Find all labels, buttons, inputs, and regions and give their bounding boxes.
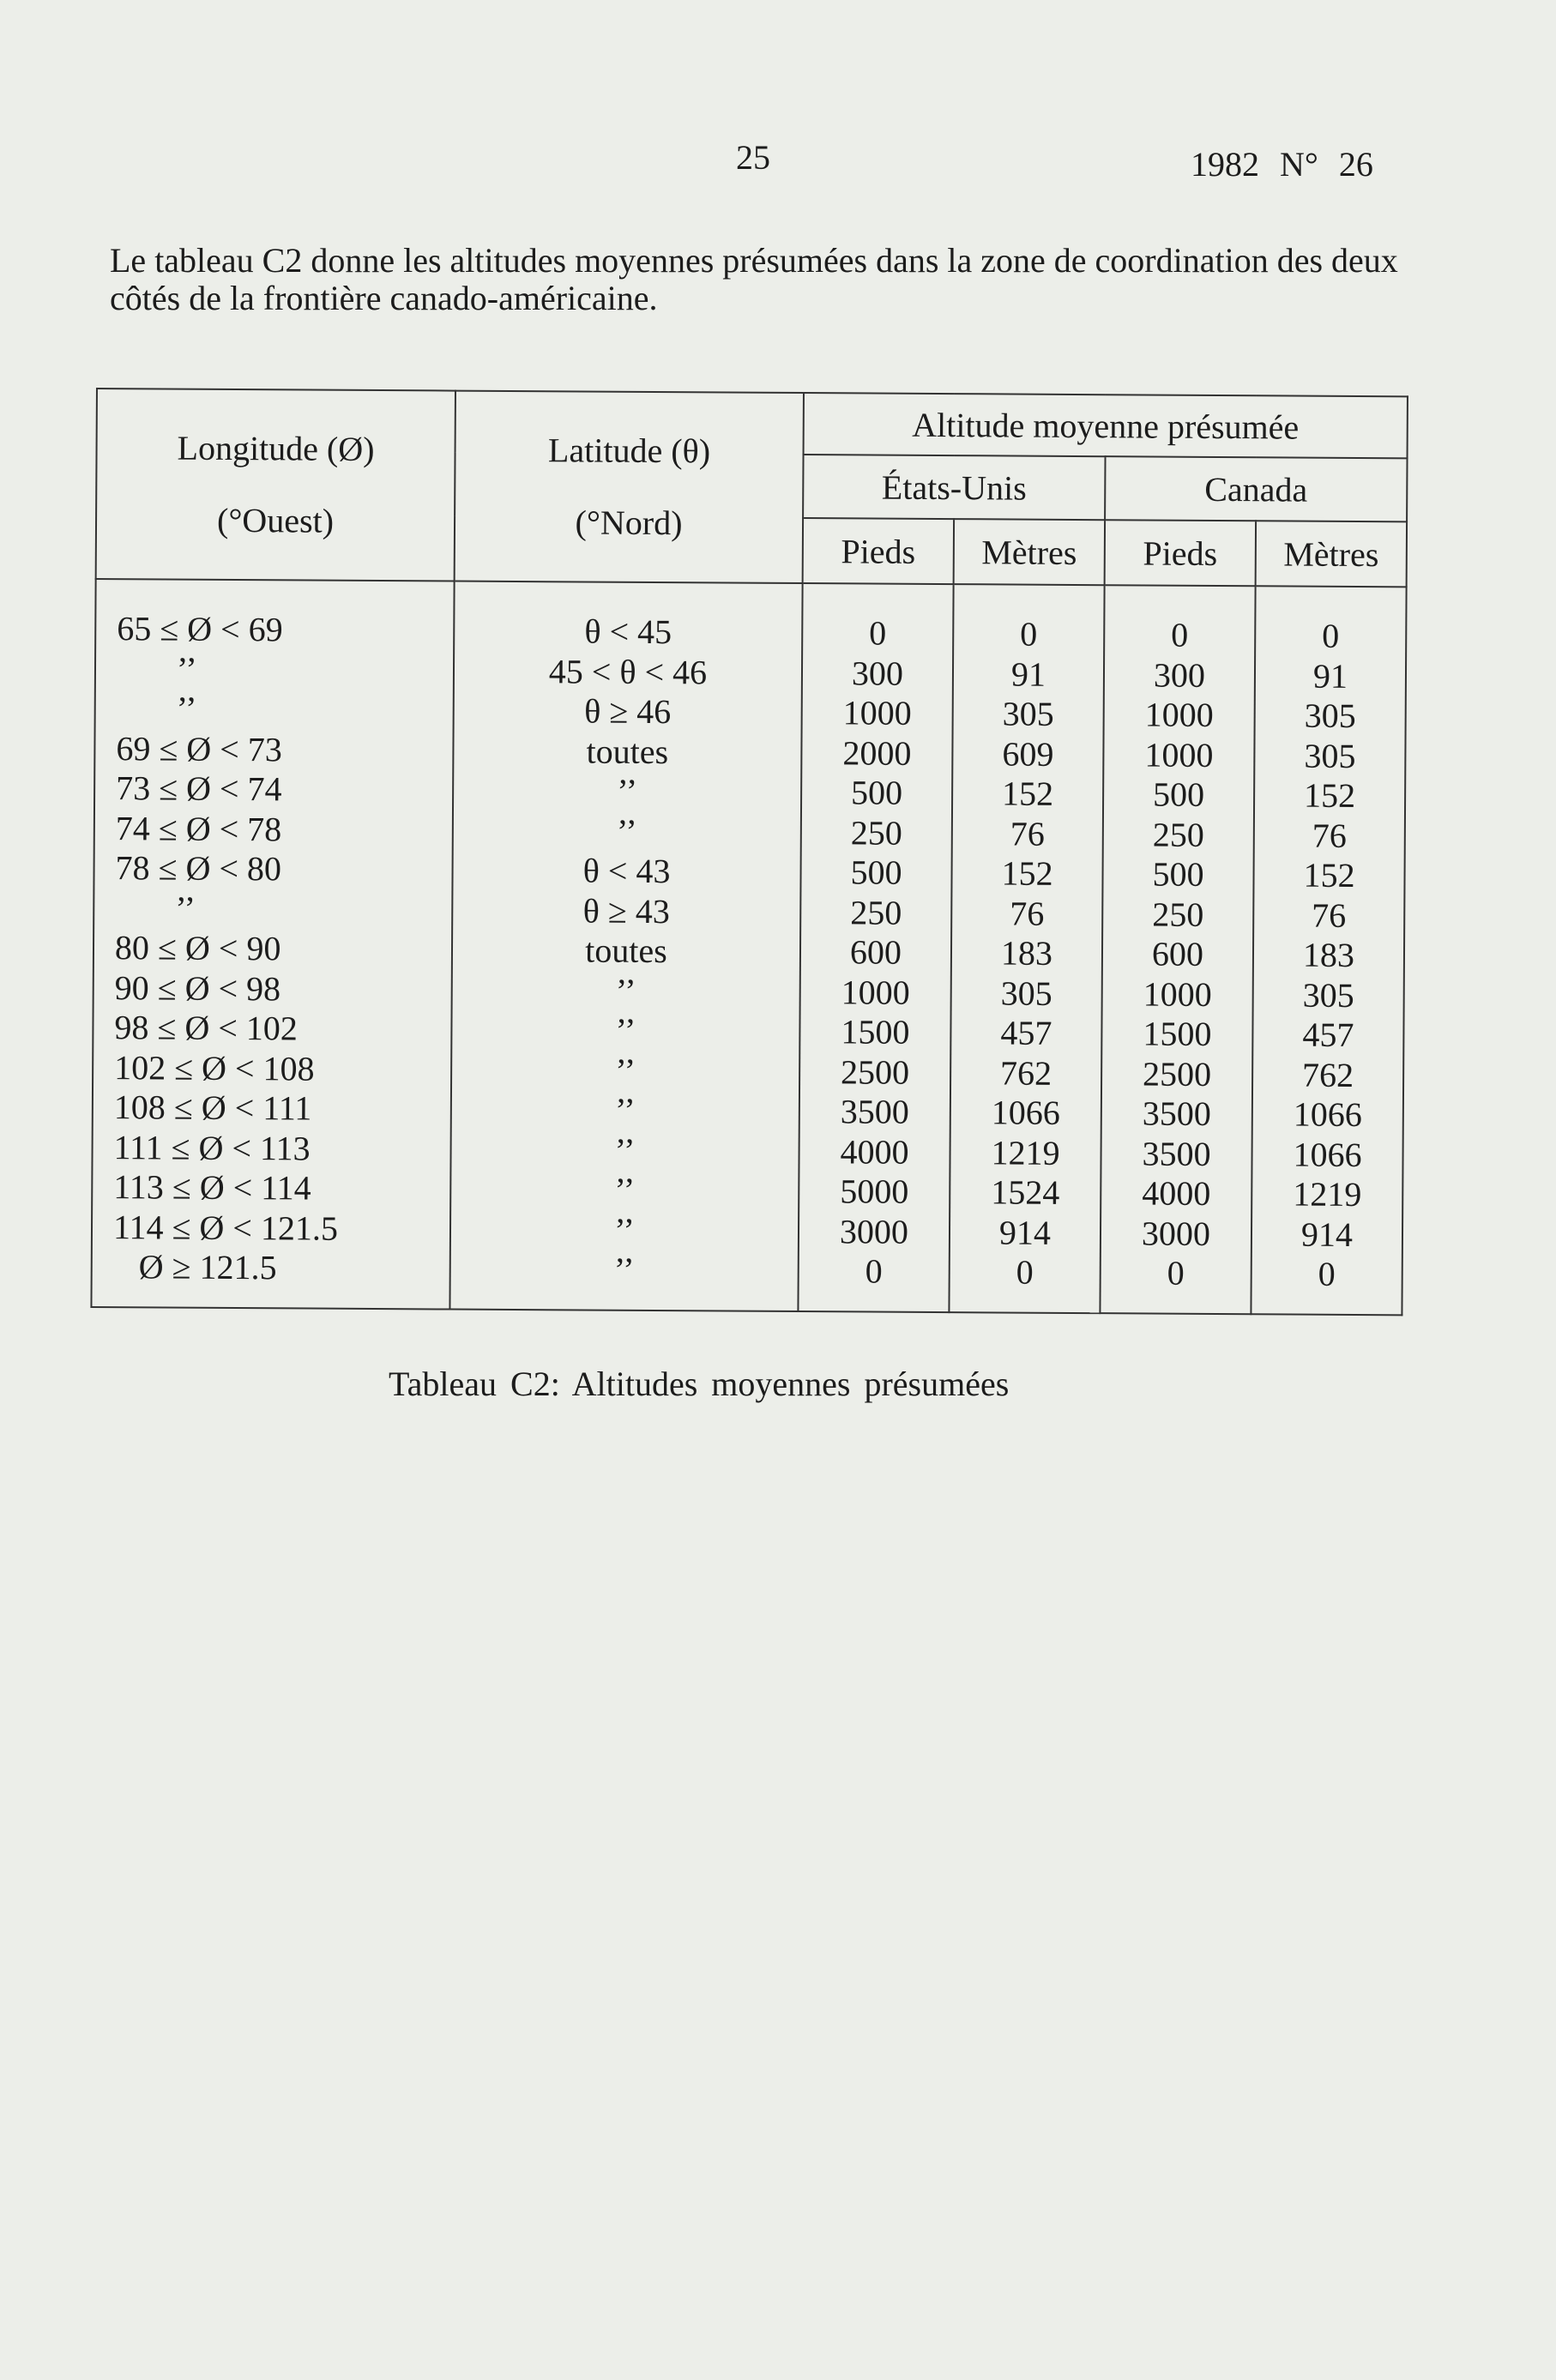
intro-paragraph: Le tableau C2 donne les altitudes moyennes présumées dans la zone de coordination des deux côtés de la frontière canado-américaine. <box>110 241 1398 317</box>
longitude-column: 65 ≤ Ø < 69 ’’ ’’ 69 ≤ Ø < 73 73 ≤ Ø < 74 74 ≤ Ø < 78 78 ≤ Ø < 80 ’’ 80 ≤ Ø < 90 90 ≤ Ø < 98 98 ≤ Ø < 102 102 ≤ Ø < 108 108 ≤ Ø < 111 111 ≤ Ø < 113 113 ≤ Ø < 114 114 ≤ Ø < 121.5 Ø ≥ 121.5 <box>91 579 454 1309</box>
longitude-header: Longitude (Ø) (°Ouest) <box>96 389 455 581</box>
us-header: États-Unis <box>803 455 1105 520</box>
altitude-header: Altitude moyenne présumée <box>804 393 1408 458</box>
us-meters-header: Mètres <box>954 519 1105 585</box>
canada-header: Canada <box>1105 456 1407 521</box>
us-meters-column: 0 91 305 609 152 76 152 76 183 305 457 762 1066 1219 1524 914 0 <box>949 584 1104 1313</box>
latitude-column: θ < 45 45 < θ < 46 θ ≥ 46 toutes ’’ ’’ θ < 43 θ ≥ 43 toutes ’’ ’’ ’’ ’’ ’’ ’’ ’’ ’’ <box>449 581 802 1311</box>
ca-meters-column: 0 91 305 305 152 76 152 76 183 305 457 762 1066 1066 1219 914 0 <box>1251 586 1406 1315</box>
us-feet-header: Pieds <box>803 518 954 584</box>
altitude-table <box>90 388 1408 1316</box>
ca-feet-header: Pieds <box>1105 520 1256 586</box>
ca-feet-column: 0 300 1000 1000 500 250 500 250 600 1000 1500 2500 3500 3500 4000 3000 0 <box>1100 585 1255 1314</box>
issue-number: 1982 N° 26 <box>1191 145 1373 184</box>
table-caption: Tableau C2: Altitudes moyennes présumées <box>389 1365 1010 1403</box>
page-number: 25 <box>736 138 770 177</box>
latitude-header: Latitude (θ) (°Nord) <box>455 391 804 583</box>
ca-meters-header: Mètres <box>1256 521 1407 587</box>
altitude-table-container <box>90 388 1408 1316</box>
us-feet-column: 0 300 1000 2000 500 250 500 250 600 1000 1500 2500 3500 4000 5000 3000 0 <box>798 583 953 1312</box>
